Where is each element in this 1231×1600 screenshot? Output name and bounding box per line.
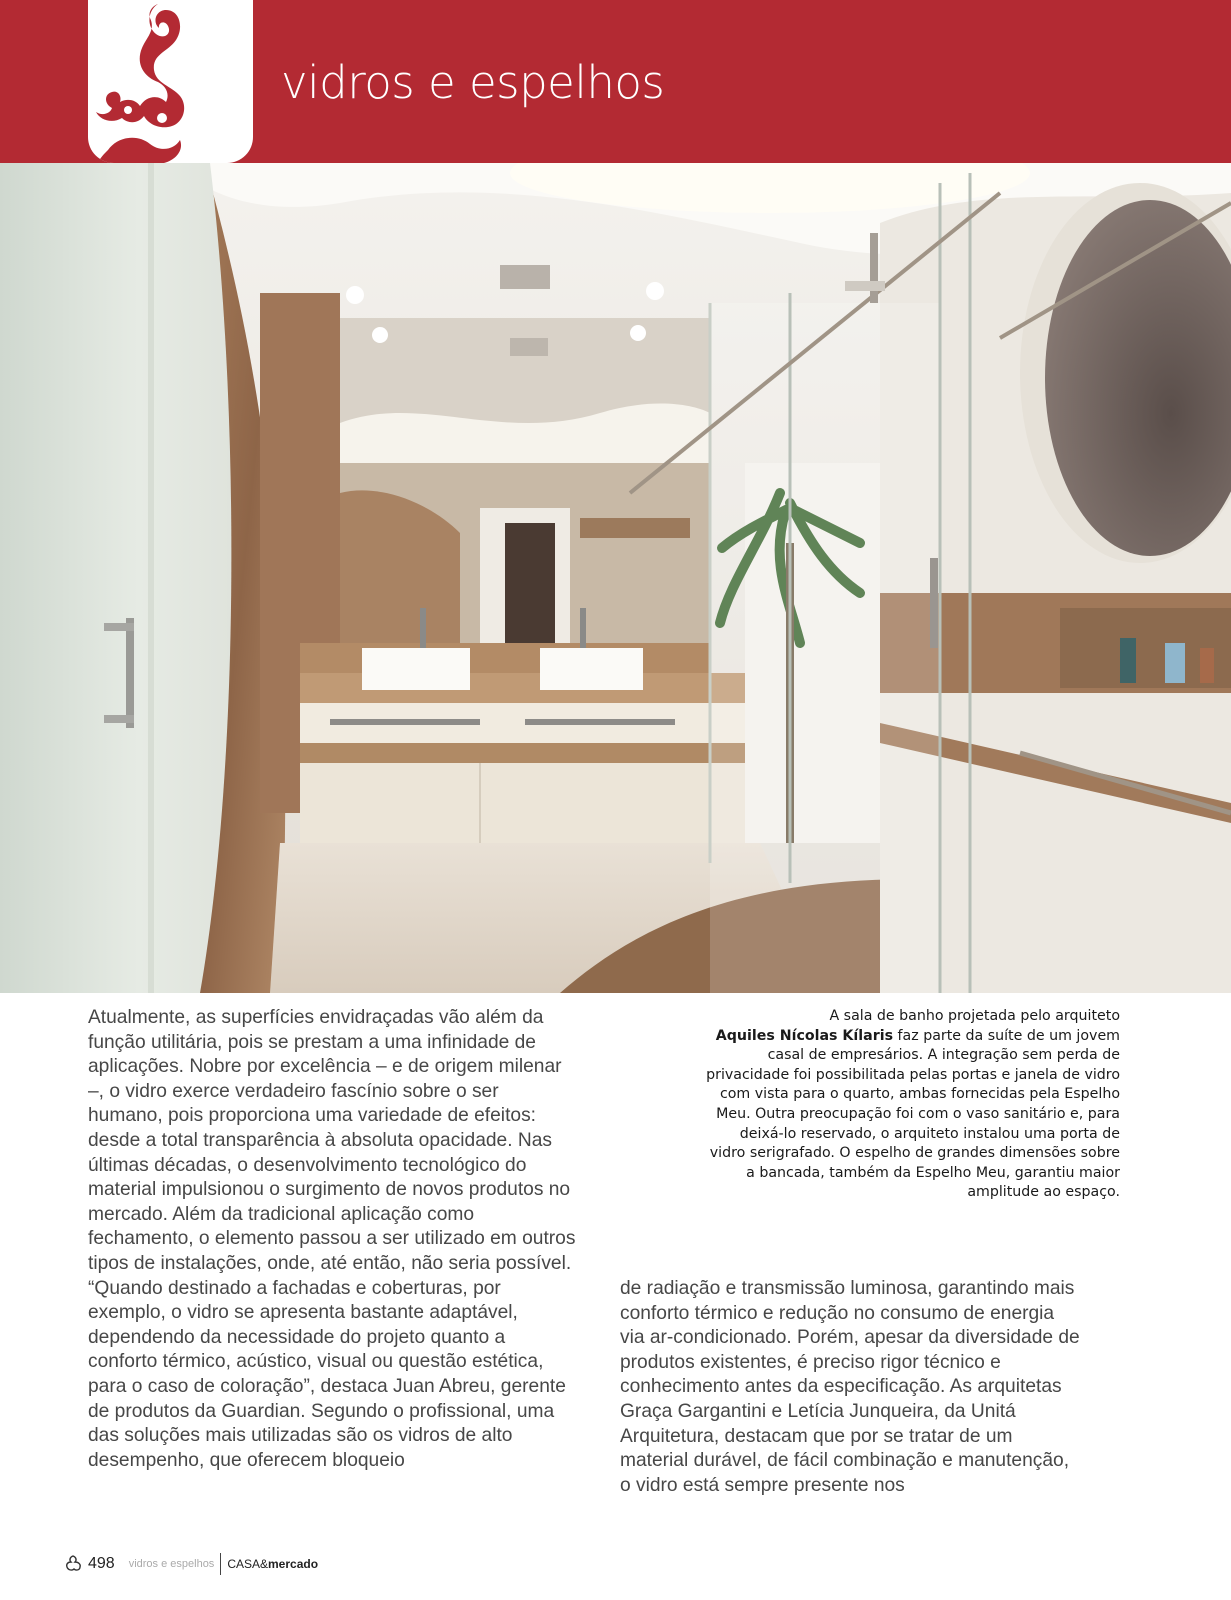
footer-section: vidros e espelhos [128,1558,215,1570]
footer-divider [220,1553,221,1575]
photo-caption [700,1007,1120,1203]
footer-brand [227,1557,318,1571]
article-right-column [620,1277,1080,1498]
page-number: 498 [88,1555,115,1572]
header-band [0,0,1231,163]
caption-body: faz parte da suíte de um jovem casal de empresários. A integração sem perda de privacidade foi possibilitada pelas portas e janela de vidro com vista para o quarto, ambas fornecidas pela Espelho Meu. Outra preocupação foi com o vaso sanitário e, para deixá-lo reservado, o arquiteto instalou uma porta de vidro serigrafado. O espelho de grandes dimensões sobre a bancada, também da Espelho Meu, garantiu maior amplitude ao espaço. [706,1027,1120,1201]
caption-text [700,1007,1120,1203]
caption-intro: A sala de banho projetada pelo arquiteto [829,1008,1120,1024]
section-title: vidros e espelhos [281,56,665,109]
caption-architect: Aquiles Nícolas Kílaris [715,1027,894,1044]
ornament-scroll-icon [88,0,253,163]
brand-light: CASA& [227,1557,268,1571]
ornament-logo [88,0,253,163]
brand-bold: mercado [268,1557,319,1571]
bathroom-photo [0,163,1231,993]
ornament-footer-icon [64,1555,82,1573]
page-footer [64,1550,318,1578]
article-paragraph-right: de radiação e transmissão luminosa, garantindo mais conforto térmico e redução no consumo de energia via ar-condicionado. Porém, apesar da diversidade de produtos existentes, é preciso rigor técnico e conhecimento antes da especificação. As arquitetas Graça Gargantini e Letícia Junqueira, da Unitá Arquitetura, destacam que por se tratar de um material durável, de fácil combinação e manutenção, o vidro está sempre presente nos [620,1278,1080,1496]
article-left-column [88,1006,578,1473]
article-paragraph-left: Atualmente, as superfícies envidraçadas vão além da função utilitária, pois se prestam a uma infinidade de aplicações. Nobre por excelência – e de origem milenar –, o vidro exerce verdadeiro fascínio sobre o ser humano, pois proporciona uma variedade de efeitos: desde a total transparência à absoluta opacidade. Nas últimas décadas, o desenvolvimento tecnológico do material impulsionou o surgimento de novos produtos no mercado. Além da tradicional aplicação como fechamento, o elemento passou a ser utilizado em outros tipos de instalações, onde, até então, não seria possível. “Quando destinado a fachadas e coberturas, por exemplo, o vidro se apresenta bastante adaptável, dependendo da necessidade do projeto quanto a conforto térmico, acústico, visual ou questão estética, para o caso de coloração”, destaca Juan Abreu, gerente de produtos da Guardian. Segundo o profissional, uma das soluções mais utilizadas são os vidros de alto desempenho, que oferecem bloqueio [88,1007,576,1471]
